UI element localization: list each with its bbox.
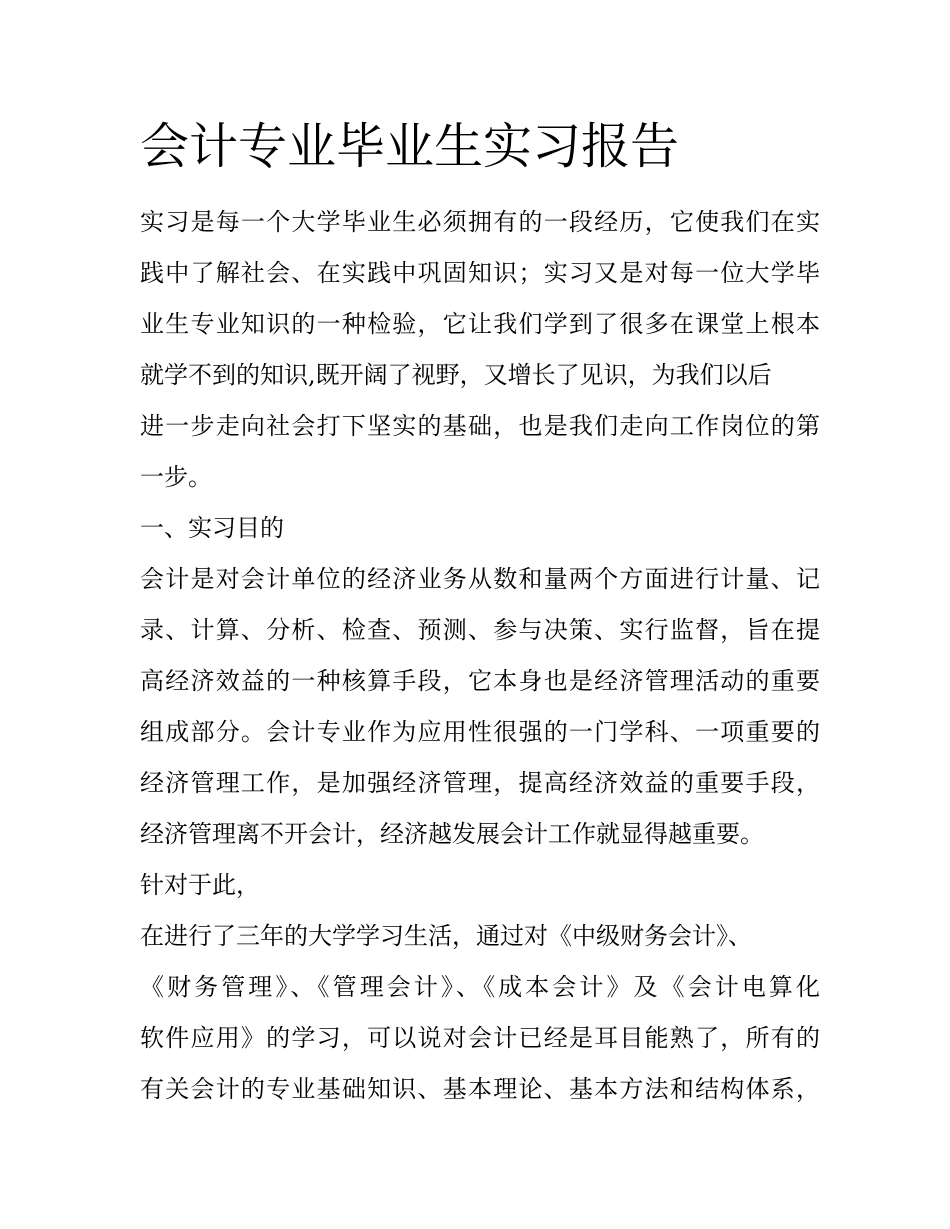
body-line-11: 组成部分。会计专业作为应用性很强的一门学科、一项重要的 xyxy=(140,718,820,746)
body-line-3: 业生专业知识的一种检验，它让我们学到了很多在课堂上根本 xyxy=(140,310,820,338)
body-line-5: 进一步走向社会打下坚实的基础，也是我们走向工作岗位的第 xyxy=(140,412,820,440)
body-line-6: 一步。 xyxy=(140,463,212,491)
body-line-10: 高经济效益的一种核算手段，它本身也是经济管理活动的重要 xyxy=(140,667,820,695)
body-line-15: 在进行了三年的大学学习生活，通过对《中级财务会计》、 xyxy=(140,922,752,950)
document-body xyxy=(140,197,820,1115)
section-heading-purpose: 一、实习目的 xyxy=(140,514,284,542)
body-line-12: 经济管理工作，是加强经济管理，提高经济效益的重要手段， xyxy=(140,769,820,797)
body-line-13: 经济管理离不开会计，经济越发展会计工作就显得越重要。 xyxy=(140,820,764,848)
body-line-2: 践中了解社会、在实践中巩固知识；实习又是对每一位大学毕 xyxy=(140,259,820,287)
body-line-16: 《财务管理》、《管理会计》、《成本会计》及《会计电算化 xyxy=(140,973,820,1001)
body-line-17: 软件应用》的学习，可以说对会计已经是耳目能熟了，所有的 xyxy=(140,1024,820,1052)
body-line-4: 就学不到的知识,既开阔了视野，又增长了见识，为我们以后 xyxy=(140,361,772,389)
body-line-18: 有关会计的专业基础知识、基本理论、基本方法和结构体系， xyxy=(140,1075,820,1103)
body-line-14: 针对于此， xyxy=(140,871,260,899)
document-title: 会计专业毕业生实习报告 xyxy=(140,118,680,175)
body-line-1: 实习是每一个大学毕业生必须拥有的一段经历，它使我们在实 xyxy=(140,208,820,236)
body-line-9: 录、计算、分析、检查、预测、参与决策、实行监督，旨在提 xyxy=(140,616,820,644)
body-line-8: 会计是对会计单位的经济业务从数和量两个方面进行计量、记 xyxy=(140,565,820,593)
